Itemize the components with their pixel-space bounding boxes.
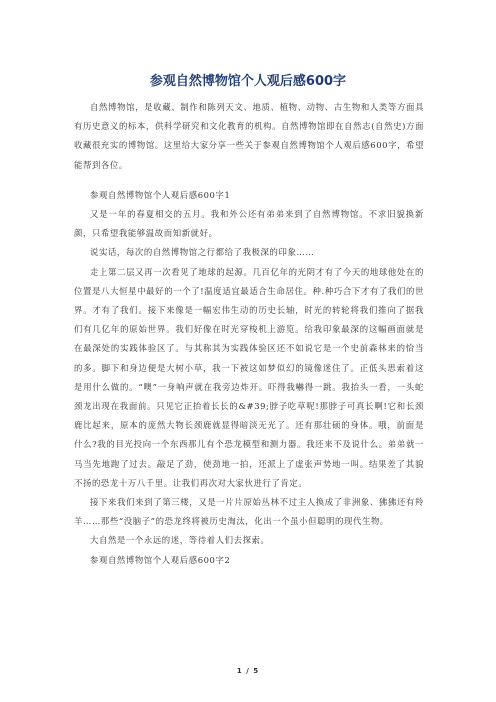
section-heading-2: 参观自然博物馆个人观后感600字2 [90,554,231,565]
section-1-paragraph-5: 大自然是一个永远的迷，等待着人们去探索。 [90,535,270,546]
section-1-paragraph-3: 走上第二层又再一次看见了地球的起源。几百亿年的光阴才有了今天的地球他处在的位置是八大恒星中最好的一个了!温度适宜最适合生命居住。种.种巧合下才有了我们的世界。才有了我们。接下来像是一幅宏伟生动的历史长轴，时光的转轮将我们推向了据我们有几亿年的原始世界。我们好像在时光穿梭机上游览。给我印象最深的这幅画面就是在最深处的实践体验区了。与其称其为实践体验区还不如说它是一个史前森林来的恰当的多。脚下和身边便是大树小草，我一下被这如梦似幻的镜像迷住了。正低头思索着这是用什么做的。“噢”一身响声就在我旁边炸开。吓得我嚇得一跳。我抬头一看，一头蛇颈龙出现在我面前。只见它正抬着长长的&#39;脖子吃草呢!那脖子可真长啊!它和长颈鹿比起来，原本的庞然大物长颈鹿就显得暗淡无光了。还有那壮硕的身体。哦，前面是什么?我的目光投向一个东西那儿有个恐龙模型和测力器。我还来不及说什么。弟弟就一马当先地跑了过去。敲足了劲，使劲地一拍，还派上了虚张声势地一叫。结果差了其貌不扬的恐龙十万八千里。让我们再次对大家伙进行了肯定。 [74,266,424,488]
intro-paragraph: 自然博物馆，是收藏、制作和陈列天文、地质、植物、动物、古生物和人类等方面具有历史意义的标本，供科学研究和文化教育的机构。自然博物馆即在自然志(自然史)方面收藏很充实的博物馆。这里给大家分享一些关于参观自然博物馆个人观后感600字，希望能帮到各位。 [74,102,424,170]
section-1-paragraph-1: 又是一年的春夏相交的五月。我和外公还有弟弟来到了自然博物馆。不求旧貌换新颜，只希望我能够温故而知新就好。 [74,209,424,239]
document-body [74,98,424,570]
document-title: 参观自然博物馆个人观后感600字 [149,74,347,89]
paragraph-spacer [74,175,424,186]
section-heading-1: 参观自然博物馆个人观后感600字1 [90,189,231,200]
page-number: 1 / 5 [236,667,260,675]
section-1-paragraph-2: 说实话，每次的自然博物馆之行都给了我极深的印象…… [90,247,315,258]
section-1-paragraph-4: 接下来我们来到了第三楼，又是一片片原始丛林不过主人换成了非洲象、狒狒还有羚羊……那些“没脑子”的恐龙终将被历史淘汰，化出一个虽小但聪明的现代生物。 [74,497,424,527]
